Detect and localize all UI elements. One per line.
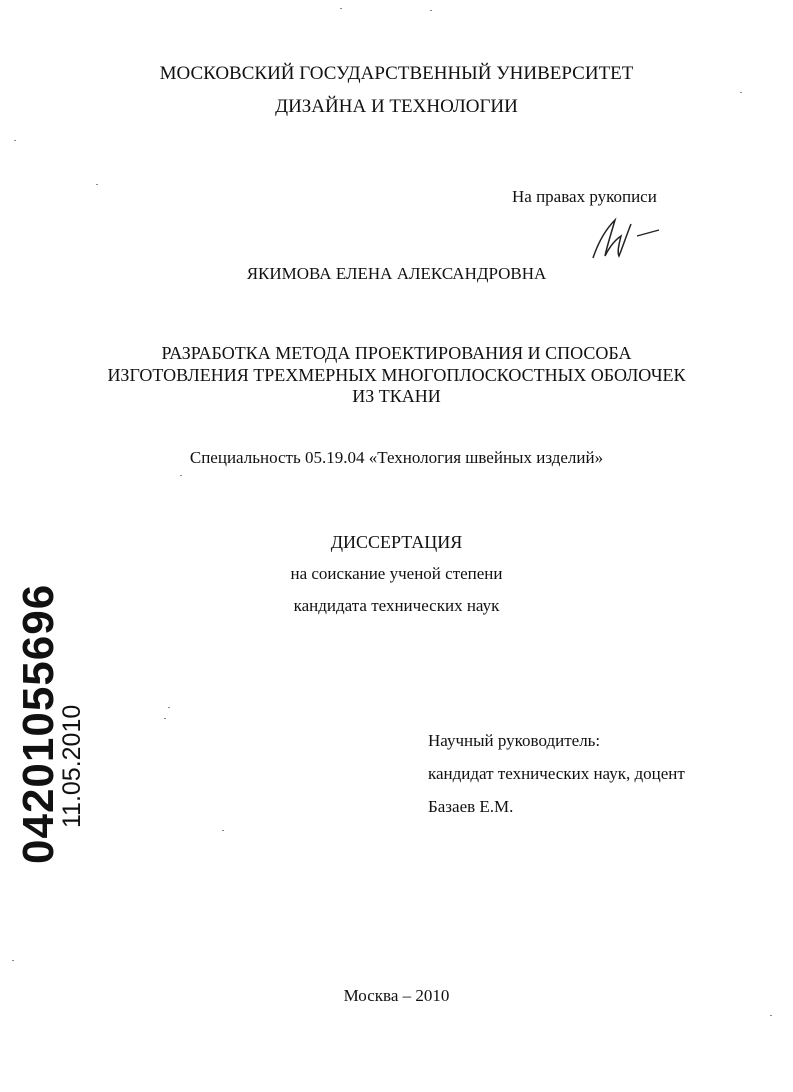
scan-speck bbox=[14, 140, 16, 141]
degree-line1: на соискание ученой степени bbox=[290, 564, 503, 583]
thesis-title-line2: ИЗГОТОВЛЕНИЯ ТРЕХМЕРНЫХ МНОГОПЛОСКОСТНЫХ ОБОЛОЧЕК bbox=[107, 365, 686, 385]
scan-speck bbox=[12, 960, 14, 961]
supervisor-label: Научный руководитель: bbox=[428, 731, 601, 750]
supervisor-name: Базаев Е.М. bbox=[428, 797, 514, 816]
thesis-title-line1: РАЗРАБОТКА МЕТОДА ПРОЕКТИРОВАНИЯ И СПОСОБА bbox=[161, 343, 632, 363]
scan-speck bbox=[770, 1015, 772, 1016]
author-name: ЯКИМОВА ЕЛЕНА АЛЕКСАНДРОВНА bbox=[246, 264, 547, 283]
scan-speck bbox=[96, 184, 98, 185]
library-stamp-date: 11.05.2010 bbox=[58, 704, 86, 828]
scan-speck bbox=[430, 10, 432, 11]
scan-speck bbox=[340, 8, 342, 9]
specialty: Специальность 05.19.04 «Технология швейных изделий» bbox=[189, 448, 604, 467]
university-name-line2: ДИЗАЙНА И ТЕХНОЛОГИИ bbox=[275, 96, 518, 117]
city-year: Москва – 2010 bbox=[343, 986, 450, 1005]
signature-icon bbox=[585, 210, 665, 265]
scan-speck bbox=[740, 92, 742, 93]
supervisor-degree: кандидат технических наук, доцент bbox=[428, 764, 685, 783]
scan-speck bbox=[168, 707, 170, 708]
scan-speck bbox=[164, 718, 166, 719]
dissertation-heading: ДИССЕРТАЦИЯ bbox=[330, 532, 463, 552]
scan-speck bbox=[222, 830, 224, 831]
scan-speck bbox=[180, 475, 182, 476]
thesis-title-line3: ИЗ ТКАНИ bbox=[352, 386, 441, 406]
library-stamp-number: 04201055696 bbox=[14, 583, 63, 864]
manuscript-note: На правах рукописи bbox=[512, 187, 657, 206]
university-name-line1: МОСКОВСКИЙ ГОСУДАРСТВЕННЫЙ УНИВЕРСИТЕТ bbox=[159, 63, 634, 84]
degree-line2: кандидата технических наук bbox=[293, 596, 500, 615]
